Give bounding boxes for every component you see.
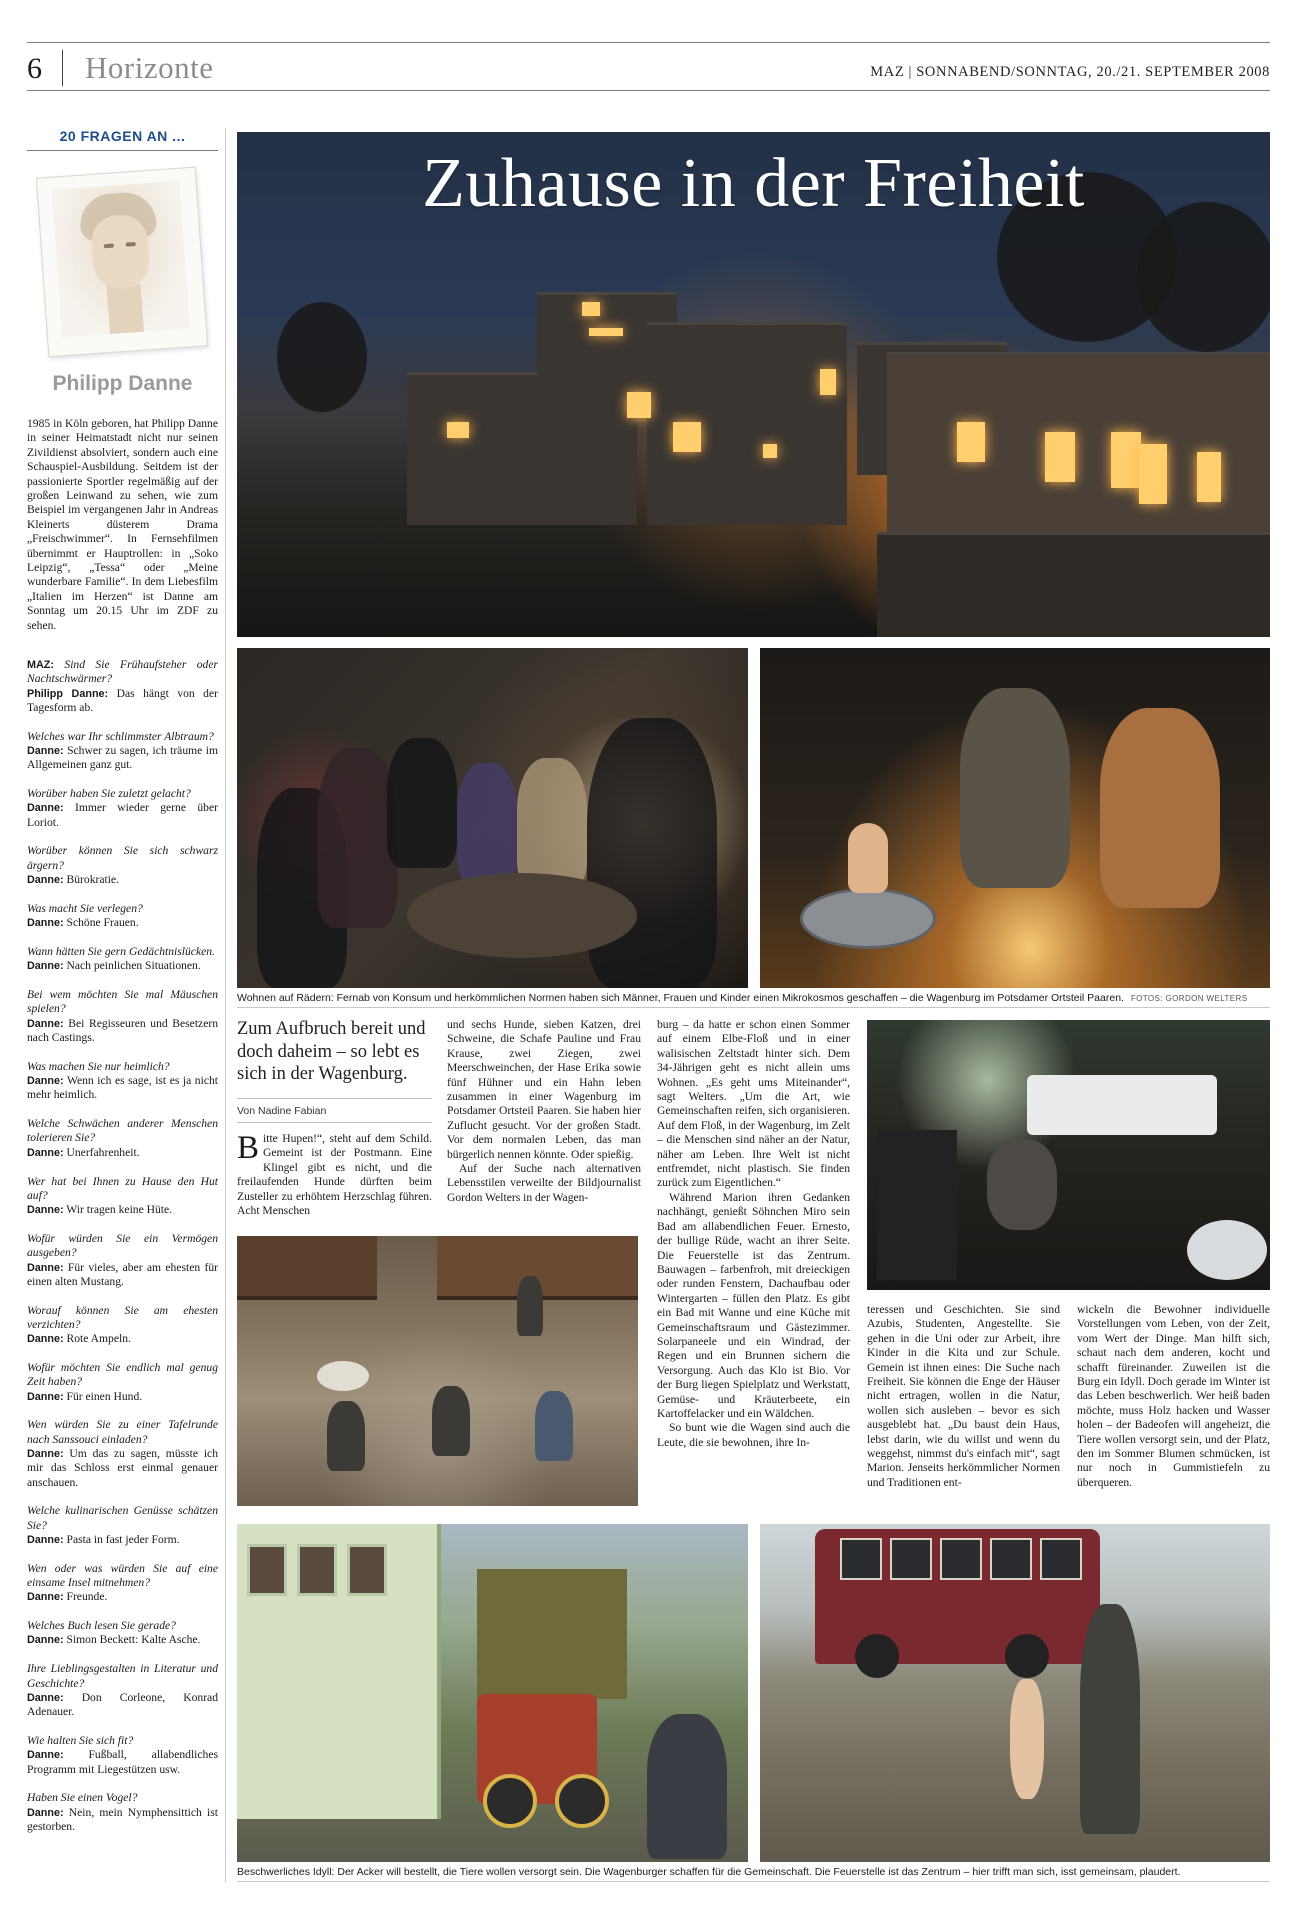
- byline-rule-bottom: [237, 1122, 432, 1123]
- byline: Von Nadine Fabian: [237, 1105, 327, 1117]
- interview-answer: [27, 744, 218, 771]
- interview-item: [27, 730, 218, 773]
- interview-answer: [27, 1590, 107, 1603]
- sidebar-label: 20 FRAGEN AN ...: [59, 128, 186, 144]
- interview-question: [27, 1175, 218, 1204]
- column-1-text: itte Hupen!“, steht auf dem Schild. Gemeint ist der Postmann. Eine Klingel gibt es nicht, und die freilaufenden Hunde dürften beim Zusteller zu erhöhtem Herzschlag führen. Acht Menschen: [237, 1132, 432, 1218]
- caption-top: [237, 992, 1270, 1004]
- article-column-1: [237, 1132, 432, 1218]
- answer-label: Danne:: [27, 1533, 64, 1546]
- answer-label: Danne:: [27, 802, 64, 815]
- question-text: Wofür würden Sie ein Vermögen ausgeben?: [27, 1231, 218, 1260]
- interview-answer: [27, 1533, 180, 1546]
- article-column-3: [657, 1018, 850, 1450]
- answer-label: Danne:: [27, 1261, 64, 1274]
- interview-answer: [27, 873, 119, 886]
- interview-question: [27, 1504, 218, 1533]
- interview-list: [27, 658, 218, 1849]
- interview-question: [27, 1791, 218, 1805]
- interview-question: [27, 1232, 218, 1261]
- question-text: Wen oder was würden Sie auf eine einsame Insel mitnehmen?: [27, 1561, 218, 1590]
- photo-child-bath-fire: [760, 648, 1270, 988]
- interview-question: [27, 844, 218, 873]
- interview-question: [27, 1304, 218, 1333]
- interview-answer: [27, 1633, 200, 1646]
- interview-item: [27, 988, 218, 1045]
- question-text: Welches Buch lesen Sie gerade?: [27, 1619, 176, 1633]
- interview-answer: [27, 1017, 218, 1044]
- paragraph: burg – da hatte er schon einen Sommer auf einem Elbe-Floß und in einer walisischen Zeltstadt hinter sich. Dem 34-Jährigen geht es nicht allein ums Wohnen. „Es geht ums Miteinander“, sagt Welters. „Um die Art, wie Gemeinschaften reifen, sich organisieren. Auf dem Floß, in der Wagenburg, im Zelt – die Menschen sind näher an der Natur, näher am Leben. Ihre Welt ist nicht entfremdet, nicht plastisch. Sie finden zurück zum Eigentlichen.“: [657, 1018, 850, 1190]
- interview-answer: [27, 1447, 218, 1489]
- answer-label: Danne:: [27, 1017, 64, 1030]
- question-text: Ihre Lieblingsgestalten in Literatur und Geschichte?: [27, 1662, 218, 1690]
- answer-text: Bürokratie.: [66, 873, 119, 887]
- answer-label: Danne:: [27, 1075, 64, 1088]
- interview-item: [27, 787, 218, 830]
- dateline: MAZ | SONNABEND/SONNTAG, 20./21. SEPTEMBER 2008: [870, 64, 1270, 80]
- answer-text: Bei Regisseuren und Besetzern nach Castings.: [27, 1016, 218, 1044]
- interview-item: [27, 1504, 218, 1547]
- interview-question: [27, 945, 218, 959]
- portrait-photo: [36, 167, 208, 358]
- question-text: Wie halten Sie sich fit?: [27, 1733, 134, 1747]
- interview-answer: [27, 1074, 218, 1101]
- answer-label: Danne:: [27, 917, 64, 930]
- answer-label: Danne:: [27, 1691, 64, 1704]
- section-title: Horizonte: [85, 50, 214, 85]
- masthead-divider: [62, 50, 63, 86]
- answer-label: Danne:: [27, 1390, 64, 1403]
- interview-answer: [27, 687, 218, 714]
- answer-text: Don Corleone, Konrad Adenauer.: [27, 1690, 218, 1719]
- question-text: Haben Sie einen Vogel?: [27, 1791, 138, 1805]
- answer-label: Danne:: [27, 1146, 64, 1159]
- interview-item: [27, 1117, 218, 1160]
- masthead-rule: [27, 90, 1270, 91]
- interview-question: [27, 787, 218, 801]
- interview-question: [27, 1361, 218, 1390]
- interview-question: [27, 1619, 218, 1633]
- photo-tractor-cupboard: [237, 1524, 748, 1862]
- photo-camp-yard: [237, 1236, 638, 1506]
- answer-text: Simon Beckett: Kalte Asche.: [66, 1633, 201, 1647]
- paragraph: Während Marion ihren Gedanken nachhängt, genießt Söhnchen Miro sein Bad am allabendlichen Feuer. Ernesto, der bullige Rüde, wacht an ihrer Seite. Die Feuerstelle ist das Zentrum. Bauwagen – farbenfroh, mit dreieckigen oder runden Fenstern, Dachaufbau oder Wintergarten – füllen den Platz. Es gibt ein Bad mit Wanne und eine Küche mit Gemeinschaftsraum und Gästezimmer. Solarpaneele und ein Windrad, der Regen und ein Brunnen sichern die Versorgung. Auch das Klo ist Bio. Vor der Burg liegen Spielplatz und Werkstatt, Gemüse- und Kräuterbeete, ein Kartoffelacker und ein Wäldchen.: [657, 1190, 850, 1420]
- interview-question: [27, 1734, 218, 1748]
- answer-label: Danne:: [27, 1591, 64, 1604]
- answer-label: Philipp Danne:: [27, 687, 109, 700]
- question-text: Worüber haben Sie zuletzt gelacht?: [27, 787, 191, 801]
- photo-bathroom-stove: [867, 1020, 1270, 1290]
- article-column-2: [447, 1018, 641, 1205]
- paragraph: und sechs Hunde, sieben Katzen, drei Schweine, die Schafe Pauline und Frau Krause, zwei Ziegen, zwei Meerschweinchen, der Hase Erika sowie fünf Hühner und ein Hahn leben zusammen in einer Wagenburg im Potsdamer Ortsteil Paaren. Sie haben hier Zuflucht gesucht. Vor der großen Stadt. Vor dem normalen Leben, das man bürgerlich nennen könnte. Oder spießig.: [447, 1018, 641, 1161]
- byline-rule-top: [237, 1098, 432, 1099]
- answer-text: Um das zu sagen, müsste ich mir das Schloss erst einmal genauer anschauen.: [27, 1446, 218, 1489]
- interview-answer: [27, 801, 218, 828]
- question-prefix: MAZ:: [27, 659, 54, 671]
- answer-text: Wir tragen keine Hüte.: [66, 1203, 173, 1217]
- interviewee-bio: 1985 in Köln geboren, hat Philipp Danne in seiner Heimatstadt nicht nur seinen Zivildienst absolviert, sondern auch eine Schauspiel-Ausbildung. Seitdem ist der passionierte Sportler regelmäßig auf der großen Leinwand zu sehen, wie zum Beispiel im vergangenen Jahr in Andreas Kleinerts düsterem Drama „Freischwimmer“. In Fernsehfilmen übernimmt er Hauptrollen: in „Soko Leipzig“, „Tessa“ oder „Meine wunderbare Familie“. In dem Liebesfilm „Italien im Herzen“ ist Danne am Sonntag um 20.15 Uhr im ZDF zu sehen.: [27, 417, 218, 632]
- interview-item: [27, 945, 218, 974]
- question-text: Was macht Sie verlegen?: [27, 901, 143, 915]
- interview-question: [27, 1662, 218, 1691]
- interview-answer: [27, 1806, 218, 1833]
- answer-text: Schöne Frauen.: [66, 916, 139, 930]
- article-column-5: wickeln die Bewohner individuelle Vorstellungen vom Leben, von der Zeit, vom Wert der Dinge. Man hilft sich, schaut nach dem anderen, kocht und schafft füreinander. Zuweilen ist die Burg ein Idyll. Doch gerade im Winter ist das Leben beschwerlich. Wer heiß baden möchte, muss Holz hacken und Wasser holen – der Badeofen will angeheizt, die Tiere wollen versorgt sein, und der Platz, den im Sommer Blumen schmücken, ist nur noch in Gummistiefeln zu überqueren.: [1077, 1303, 1270, 1489]
- interview-item: [27, 658, 218, 715]
- interview-item: [27, 902, 218, 931]
- question-text: Bei wem möchten Sie mal Mäuschen spielen?: [27, 988, 218, 1016]
- photo-card-game: [237, 648, 748, 988]
- answer-label: Danne:: [27, 874, 64, 887]
- interview-item: [27, 1619, 218, 1648]
- answer-label: Danne:: [27, 1749, 64, 1762]
- interview-answer: [27, 1261, 218, 1288]
- interview-answer: [27, 1203, 172, 1216]
- interview-answer: [27, 1748, 218, 1775]
- question-text: Sind Sie Frühaufsteher oder Nachtschwärmer?: [27, 658, 218, 686]
- sidebar-label-rule: [27, 150, 218, 151]
- answer-label: Danne:: [27, 1447, 64, 1460]
- photo-bus-mother-child: [760, 1524, 1270, 1862]
- drop-cap: B: [237, 1130, 260, 1166]
- answer-text: Für vieles, aber am ehesten für einen alten Mustang.: [27, 1260, 218, 1288]
- answer-text: Nein, mein Nymphensittich ist gestorben.: [27, 1805, 218, 1833]
- caption-top-text: Wohnen auf Rädern: Fernab von Konsum und herkömmlichen Normen haben sich Männer, Frauen und Kinder einen Mikrokosmos geschaffen – die Wagenburg im Potsdamer Ortsteil Paaren.: [237, 992, 1124, 1004]
- hero-photo-night-camp: [237, 132, 1270, 637]
- interview-question: [27, 988, 218, 1017]
- question-text: Wann hätten Sie gern Gedächtnislücken.: [27, 944, 215, 958]
- interview-question: [27, 1117, 218, 1146]
- interview-question: [27, 1562, 218, 1591]
- answer-text: Das hängt von der Tagesform ab.: [27, 686, 218, 714]
- answer-label: Danne:: [27, 1204, 64, 1217]
- photo-credit: FOTOS: GORDON WELTERS: [1130, 994, 1248, 1003]
- interview-question: [27, 730, 218, 744]
- interview-question: [27, 658, 218, 687]
- question-text: Wen würden Sie zu einer Tafelrunde nach Sanssouci einladen?: [27, 1418, 218, 1446]
- interview-item: [27, 1060, 218, 1103]
- column-divider: [225, 128, 226, 1883]
- question-text: Worauf können Sie am ehesten verzichten?: [27, 1303, 218, 1331]
- answer-label: Danne:: [27, 744, 64, 757]
- paragraph: So bunt wie die Wagen sind auch die Leute, die sie bewohnen, ihre In-: [657, 1421, 850, 1449]
- paragraph: Auf der Suche nach alternativen Lebensstilen verweilte der Bildjournalist Gordon Welters in der Wagen-: [447, 1162, 641, 1204]
- interview-question: [27, 1418, 218, 1447]
- answer-text: Schwer zu sagen, ich träume im Allgemeinen ganz gut.: [27, 743, 218, 772]
- question-text: Welche Schwächen anderer Menschen tolerieren Sie?: [27, 1117, 218, 1145]
- page-number: 6: [27, 52, 42, 85]
- interview-item: [27, 1361, 218, 1404]
- answer-text: Rote Ampeln.: [66, 1332, 131, 1346]
- interview-item: [27, 844, 218, 887]
- answer-text: Fußball, allabendliches Programm mit Liegestützen usw.: [27, 1748, 218, 1776]
- interview-item: [27, 1304, 218, 1347]
- interview-item: [27, 1175, 218, 1218]
- interview-question: [27, 1060, 218, 1074]
- interview-answer: [27, 1146, 140, 1159]
- article-column-4: teressen und Geschichten. Sie sind Azubis, Studenten, Angestellte. Sie gehen in die Uni oder zur Arbeit, ihre Kinder in die Kita und zur Schule. Gemein ist ihnen eines: Die Suche nach Freiheit. Sie können die Enge der Häuser nicht ertragen, wollen in die Natur, wollen sich ausleben – bevor es sich ausgeblebt hat. „Du baust dein Haus, lebst darin, wie du willst und wenn du weggehst, nimmst du's einfach mit“, sagt Marion. Jenseits herkömmlicher Normen und Traditionen ent-: [867, 1303, 1060, 1489]
- answer-label: Danne:: [27, 1806, 64, 1819]
- answer-text: Pasta in fast jeder Form.: [66, 1532, 180, 1546]
- answer-text: Nach peinlichen Situationen.: [66, 959, 201, 973]
- question-text: Worüber können Sie sich schwarz ärgern?: [27, 844, 218, 872]
- interview-item: [27, 1662, 218, 1719]
- answer-label: Danne:: [27, 960, 64, 973]
- interview-answer: [27, 1332, 131, 1345]
- interview-item: [27, 1791, 218, 1834]
- article-deck: Zum Aufbruch bereit und doch daheim – so lebt es sich in der Wagenburg.: [237, 1019, 426, 1084]
- answer-text: Wenn ich es sage, ist es ja nicht mehr heimlich.: [27, 1074, 218, 1102]
- interview-item: [27, 1562, 218, 1605]
- interview-answer: [27, 959, 201, 972]
- interview-item: [27, 1232, 218, 1289]
- answer-label: Danne:: [27, 1634, 64, 1647]
- question-text: Wer hat bei Ihnen zu Hause den Hut auf?: [27, 1174, 218, 1202]
- caption-bottom-rule: [237, 1881, 1270, 1882]
- interview-answer: [27, 1390, 142, 1403]
- answer-label: Danne:: [27, 1333, 64, 1346]
- answer-text: Immer wieder gerne über Loriot.: [27, 801, 218, 829]
- question-text: Wofür möchten Sie endlich mal genug Zeit haben?: [27, 1360, 218, 1389]
- question-text: Welches war Ihr schlimmster Albtraum?: [27, 729, 214, 743]
- answer-text: Für einen Hund.: [66, 1389, 143, 1403]
- interviewee-name: Philipp Danne: [52, 372, 193, 395]
- answer-text: Unerfahrenheit.: [66, 1145, 140, 1159]
- interview-question: [27, 902, 218, 916]
- answer-text: Freunde.: [66, 1590, 108, 1604]
- interview-answer: [27, 1691, 218, 1718]
- top-rule: [27, 42, 1270, 43]
- question-text: Was machen Sie nur heimlich?: [27, 1059, 170, 1073]
- interview-item: [27, 1734, 218, 1777]
- question-text: Welche kulinarischen Genüsse schätzen Sie?: [27, 1504, 218, 1532]
- caption-rule: [237, 1007, 1270, 1008]
- headline: Zuhause in der Freiheit: [422, 145, 1085, 222]
- interview-answer: [27, 916, 139, 929]
- caption-bottom: Beschwerliches Idyll: Der Acker will bestellt, die Tiere wollen versorgt sein. Die Wagenburger schaffen für die Gemeinschaft. Die Feuerstelle ist das Zentrum – hier trifft man sich, isst gemeinsam, plaudert.: [237, 1866, 1181, 1878]
- interview-item: [27, 1418, 218, 1489]
